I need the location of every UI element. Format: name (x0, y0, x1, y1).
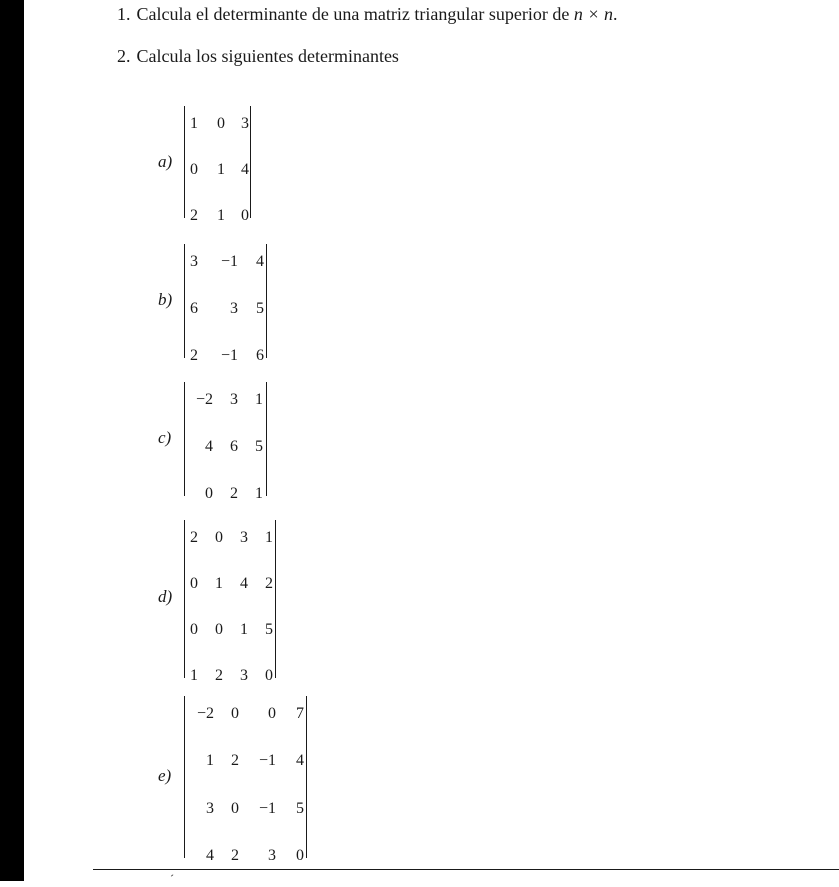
matrix-cell: 2 (215, 667, 223, 684)
matrix-cell: 0 (268, 705, 276, 722)
matrix-cell: −2 (196, 705, 214, 722)
determinant-c-matrix (0, 382, 839, 502)
matrix-cell: 1 (217, 161, 225, 178)
exercise-1-period: . (612, 4, 618, 24)
determinant-e-right-bar (306, 696, 307, 858)
matrix-cell: 1 (255, 391, 263, 408)
matrix-cell: 0 (190, 575, 198, 592)
matrix-cell: 0 (265, 667, 273, 684)
matrix-cell: 1 (206, 752, 214, 769)
matrix-cell: 2 (230, 485, 238, 502)
matrix-cell: −1 (220, 347, 238, 364)
matrix-cell: 0 (231, 800, 239, 817)
matrix-cell: 0 (190, 621, 198, 638)
matrix-cell: 2 (231, 752, 239, 769)
matrix-cell: 5 (255, 438, 263, 455)
matrix-cell: 0 (241, 207, 249, 224)
determinant-a-left-bar (184, 106, 185, 218)
exercise-1 (117, 4, 617, 25)
matrix-cell: 0 (215, 529, 223, 546)
determinant-d-label: d) (158, 587, 173, 606)
matrix-cell: 3 (268, 847, 276, 864)
matrix-cell: 0 (217, 115, 225, 132)
matrix-cell: 6 (256, 347, 264, 364)
matrix-cell: 0 (296, 847, 304, 864)
matrix-cell: 3 (190, 253, 198, 270)
matrix-cell: 6 (190, 300, 198, 317)
matrix-cell: 3 (230, 391, 238, 408)
matrix-cell: 0 (205, 485, 213, 502)
determinant-a-right-bar (250, 106, 251, 218)
matrix-cell: 4 (240, 575, 248, 592)
determinant-e-left-bar (184, 696, 185, 858)
matrix-cell: −1 (258, 752, 276, 769)
matrix-cell: −2 (195, 391, 213, 408)
determinant-b-matrix (0, 244, 839, 364)
matrix-cell: 3 (241, 115, 249, 132)
exercise-1-number: 1. (117, 4, 131, 24)
matrix-cell: 5 (265, 621, 273, 638)
determinant-e-label: e) (158, 766, 172, 785)
matrix-cell: 4 (296, 752, 304, 769)
matrix-cell: 3 (240, 529, 248, 546)
matrix-cell: 6 (230, 438, 238, 455)
matrix-cell: −1 (258, 800, 276, 817)
determinant-c-right-bar (266, 382, 267, 496)
determinant-c-left-bar (184, 382, 185, 496)
determinant-b-label: b) (158, 290, 173, 309)
determinant-b-right-bar (266, 244, 267, 358)
matrix-cell: 1 (265, 529, 273, 546)
matrix-cell: 2 (190, 207, 198, 224)
determinant-d-right-bar (275, 520, 276, 678)
exercise-2 (117, 46, 399, 67)
matrix-cell: 5 (296, 800, 304, 817)
matrix-cell: 2 (231, 847, 239, 864)
matrix-cell: 4 (205, 438, 213, 455)
matrix-cell: 1 (240, 621, 248, 638)
matrix-cell: 2 (190, 529, 198, 546)
determinant-b-left-bar (184, 244, 185, 358)
matrix-cell: −1 (220, 253, 238, 270)
exercise-2-number: 2. (117, 46, 131, 66)
matrix-cell: 4 (256, 253, 264, 270)
matrix-cell: 1 (190, 667, 198, 684)
matrix-cell: 0 (190, 161, 198, 178)
matrix-cell: 0 (231, 705, 239, 722)
matrix-cell: 1 (190, 115, 198, 132)
matrix-cell: 3 (240, 667, 248, 684)
matrix-cell: 4 (241, 161, 249, 178)
matrix-cell: 1 (217, 207, 225, 224)
matrix-cell: 4 (206, 847, 214, 864)
matrix-cell: 1 (255, 485, 263, 502)
matrix-cell: 2 (190, 347, 198, 364)
matrix-cell: 2 (265, 575, 273, 592)
matrix-cell: 1 (215, 575, 223, 592)
matrix-cell: 3 (230, 300, 238, 317)
determinant-a-label: a) (158, 152, 173, 171)
determinant-e-matrix (0, 696, 839, 864)
exercise-1-math: n × n (573, 4, 613, 24)
matrix-cell: 0 (215, 621, 223, 638)
matrix-cell: 3 (206, 800, 214, 817)
determinant-d-matrix (0, 520, 839, 684)
determinant-d-left-bar (184, 520, 185, 678)
exercise-1-text: Calcula el determinante de una matriz triangular superior de (136, 4, 574, 24)
footnote-mark: ´ (170, 872, 174, 886)
matrix-cell: 5 (256, 300, 264, 317)
matrix-cell: 7 (296, 705, 304, 722)
determinant-c-label: c) (158, 428, 172, 447)
determinant-a-matrix (0, 106, 839, 224)
footnote-rule (93, 869, 839, 870)
exercise-2-text: Calcula los siguientes determinantes (136, 46, 399, 66)
